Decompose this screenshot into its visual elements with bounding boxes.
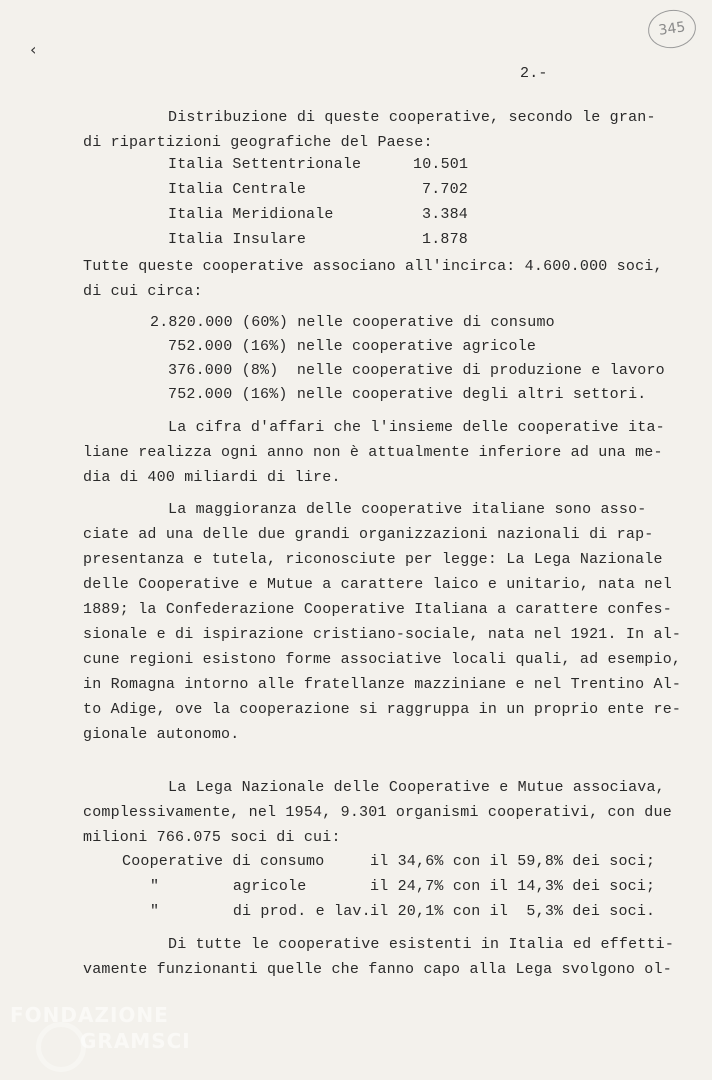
archive-stamp: 345 [646, 7, 699, 51]
lega-row-label: " di prod. e lav. [150, 903, 371, 920]
text-line: milioni 766.075 soci di cui: [83, 829, 341, 846]
text-line: 1889; la Confederazione Cooperative Italiana a carattere confes- [83, 601, 672, 618]
text-line: Distribuzione di queste cooperative, secondo le gran- [168, 109, 656, 126]
region-count: 7.702 [422, 181, 469, 198]
text-line: presentanza e tutela, riconosciute per legge: La Lega Nazionale [83, 551, 663, 568]
text-line: La cifra d'affari che l'insieme delle cooperative ita- [168, 419, 665, 436]
text-line: sionale e di ispirazione cristiano-sociale, nata nel 1921. In al- [83, 626, 682, 643]
lega-row-label: " agricole [150, 878, 307, 895]
text-line: vamente funzionanti quelle che fanno capo alla Lega svolgono ol- [83, 961, 672, 978]
text-line: to Adige, ove la cooperazione si raggruppa in un proprio ente re- [83, 701, 682, 718]
archive-watermark [10, 1000, 210, 1070]
region-name: Italia Settentrionale [168, 156, 362, 173]
text-line: La maggioranza delle cooperative italiane sono asso- [168, 501, 647, 518]
lega-row-value: il 34,6% con il 59,8% dei soci; [370, 853, 656, 870]
region-name: Italia Meridionale [168, 206, 334, 223]
member-line: 752.000 (16%) nelle cooperative degli altri settori. [168, 386, 647, 403]
text-line: ciate ad una delle due grandi organizzazioni nazionali di rap- [83, 526, 654, 543]
text-line: di cui circa: [83, 283, 203, 300]
region-count: 10.501 [413, 156, 469, 173]
margin-mark: ‹ [30, 40, 37, 59]
text-line: liane realizza ogni anno non è attualmente inferiore ad una me- [83, 444, 663, 461]
text-line: Tutte queste cooperative associano all'incirca: 4.600.000 soci, [83, 258, 663, 275]
watermark-line: FONDAZIONE [10, 1003, 169, 1027]
text-line: Di tutte le cooperative esistenti in Italia ed effetti- [168, 936, 675, 953]
text-line: complessivamente, nel 1954, 9.301 organismi cooperativi, con due [83, 804, 672, 821]
text-line: La Lega Nazionale delle Cooperative e Mutue associava, [168, 779, 665, 796]
lega-row-value: il 20,1% con il 5,3% dei soci. [370, 903, 656, 920]
lega-row-label: Cooperative di consumo [122, 853, 325, 870]
watermark-line: GRAMSCI [80, 1029, 191, 1053]
member-line: 752.000 (16%) nelle cooperative agricole [168, 338, 537, 355]
region-name: Italia Insulare [168, 231, 307, 248]
text-line: in Romagna intorno alle fratellanze mazziniane e nel Trentino Al- [83, 676, 682, 693]
text-line: delle Cooperative e Mutue a carattere laico e unitario, nata nel [83, 576, 672, 593]
member-line: 376.000 (8%) nelle cooperative di produzione e lavoro [168, 362, 665, 379]
text-line: di ripartizioni geografiche del Paese: [83, 134, 433, 151]
text-line: cune regioni esistono forme associative locali quali, ad esempio, [83, 651, 682, 668]
region-count: 1.878 [422, 231, 469, 248]
lega-row-value: il 24,7% con il 14,3% dei soci; [370, 878, 656, 895]
page-number: 2.- [520, 65, 548, 82]
region-count: 3.384 [422, 206, 469, 223]
watermark-logo-icon [36, 1022, 86, 1072]
member-line: 2.820.000 (60%) nelle cooperative di consumo [150, 314, 555, 331]
text-line: gionale autonomo. [83, 726, 240, 743]
region-name: Italia Centrale [168, 181, 307, 198]
text-line: dia di 400 miliardi di lire. [83, 469, 341, 486]
